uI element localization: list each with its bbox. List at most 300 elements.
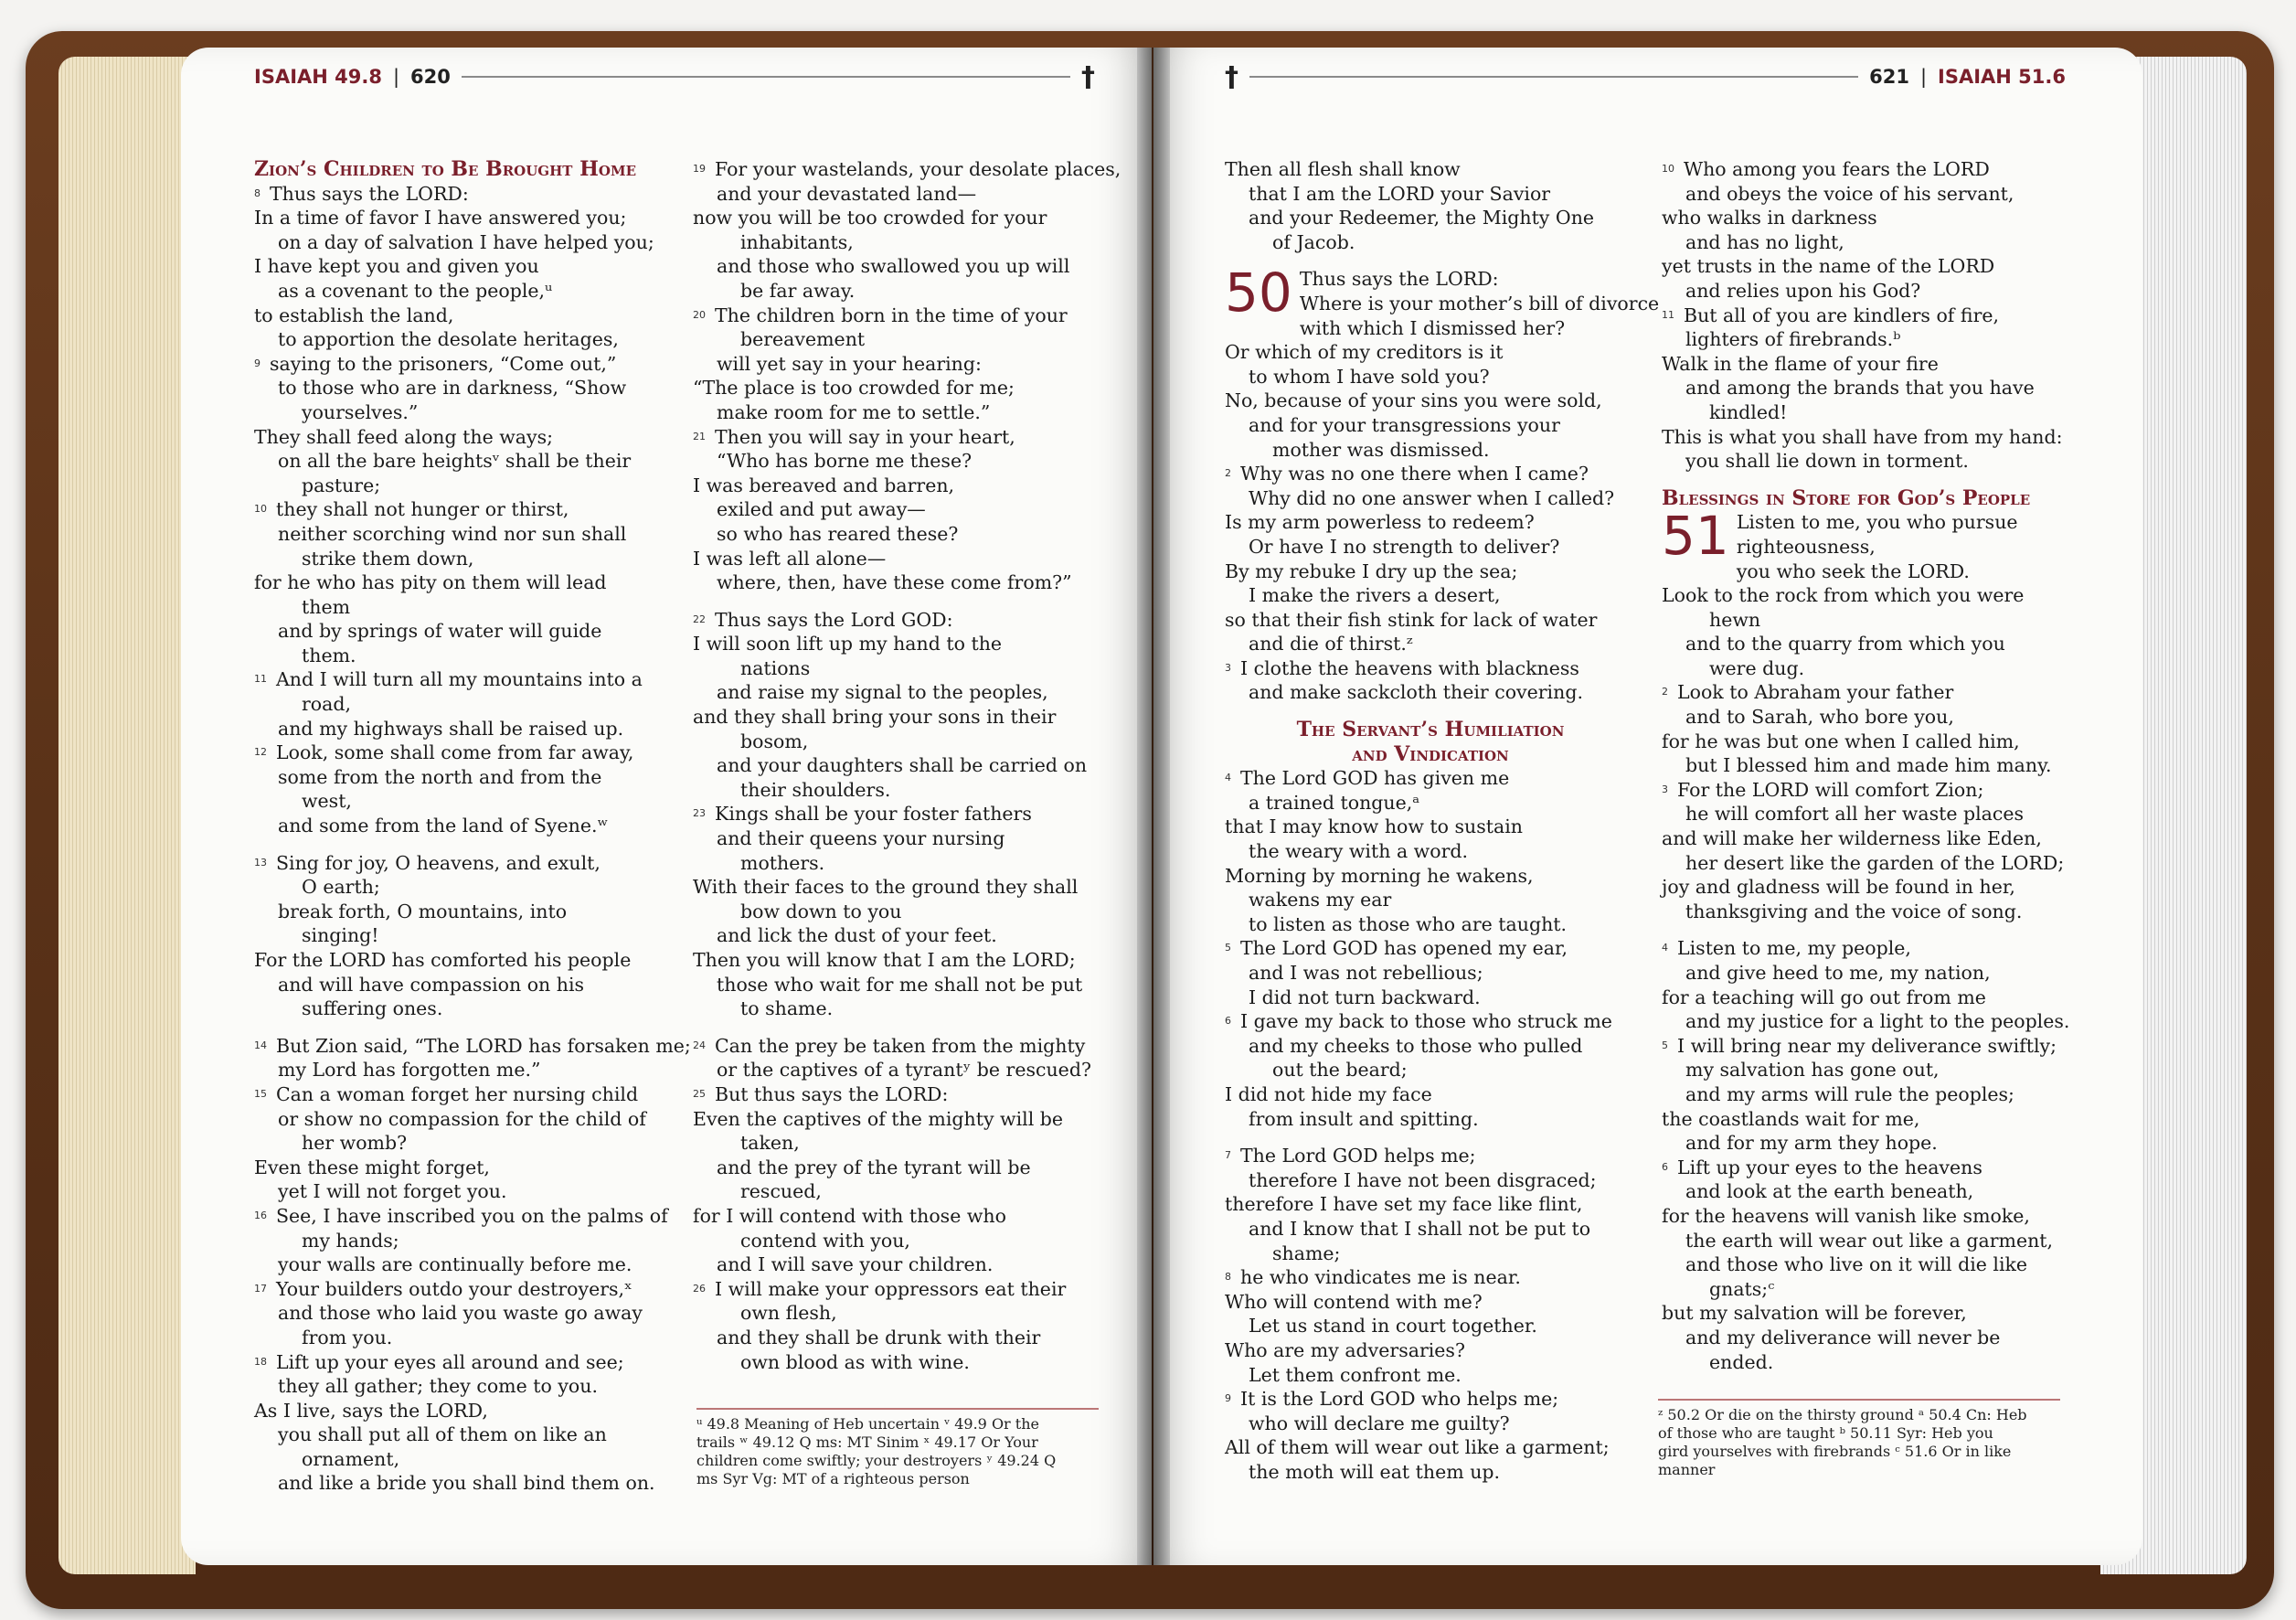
verse-text: singing! <box>302 924 379 947</box>
verse-line <box>1225 1265 1636 1290</box>
verse-text: Where is your mother’s bill of divorce <box>1299 292 1660 314</box>
verse-text: And I will turn all my mountains into a <box>276 668 643 691</box>
verse-text: Is my arm powerless to redeem? <box>1225 511 1535 534</box>
verse-line <box>693 497 1104 522</box>
right-page-number: 621 <box>1869 66 1909 88</box>
book-gutter <box>1137 48 1170 1565</box>
verse-text: the weary with a word. <box>1249 840 1469 863</box>
verse-line <box>693 1277 1104 1302</box>
verse-text: and I was not rebellious; <box>1249 962 1483 984</box>
verse-text: Who are my adversaries? <box>1225 1338 1465 1361</box>
verse-line <box>254 352 684 377</box>
verse-text: Why was no one there when I came? <box>1240 463 1589 485</box>
verse-line <box>1225 815 1636 839</box>
verse-line <box>1225 1435 1636 1460</box>
verse-text: hewn <box>1709 608 1761 631</box>
verse-line <box>1662 1156 2082 1180</box>
verse-text: them <box>302 595 351 618</box>
verse-text: so who has reared these? <box>717 522 959 545</box>
verse-text: and those who live on it will die like <box>1685 1253 2028 1276</box>
verse-text: wakens my ear <box>1249 889 1392 911</box>
verse-text: Kings shall be your foster fathers <box>715 803 1032 826</box>
verse-line <box>254 765 684 790</box>
verse-text: but I blessed him and made him many. <box>1685 754 2052 777</box>
verse-text: you shall put all of them on like an <box>278 1423 607 1446</box>
footnote-line: ms Syr Vg: MT of a righteous person <box>696 1470 970 1487</box>
verse-text: and your Redeemer, the Mighty One <box>1249 207 1595 229</box>
verse-number: 5 <box>1225 942 1231 954</box>
verse-text: to shame. <box>740 997 834 1020</box>
verse-line <box>254 230 684 255</box>
verse-line <box>693 656 1104 681</box>
verse-text: to listen as those who are taught. <box>1249 912 1568 935</box>
section-heading: Zion’s Children to Be Brought Home <box>254 157 637 181</box>
verse-text: The Lord GOD has given me <box>1240 767 1510 790</box>
verse-line <box>254 692 684 717</box>
verse-line <box>1225 1460 1636 1485</box>
verse-text: they shall not hunger or thirst, <box>276 498 569 521</box>
verse-text: Lift up your eyes to the heavens <box>1677 1156 1982 1178</box>
verse-number: 8 <box>1225 1271 1231 1284</box>
verse-text: They shall feed along the ways; <box>254 425 553 448</box>
verse-text: of Jacob. <box>1272 230 1355 253</box>
verse-text: Or have I no strength to deliver? <box>1249 535 1560 558</box>
verse-line <box>1225 206 1636 230</box>
verse-text: nations <box>740 656 811 679</box>
verse-line <box>693 1326 1104 1350</box>
verse-text: righteousness, <box>1736 535 1876 558</box>
verse-text: gnats;ᶜ <box>1709 1277 1775 1300</box>
verse-text: joy and gladness will be found in her, <box>1662 876 2015 899</box>
verse-line <box>1662 778 2082 803</box>
verse-line <box>254 1034 691 1059</box>
verse-text: therefore I have not been disgraced; <box>1249 1168 1597 1191</box>
verse-text: Why did no one answer when I called? <box>1249 486 1615 509</box>
verse-line <box>693 157 1121 182</box>
verse-text: Morning by morning he wakens, <box>1225 864 1534 887</box>
verse-text: bereavement <box>740 328 866 351</box>
left-column-2 <box>693 157 1121 1374</box>
verse-number: 18 <box>254 1355 267 1368</box>
verse-line <box>693 1082 1104 1107</box>
verse-text: and like a bride you shall bind them on. <box>278 1472 655 1495</box>
verse-text: and they shall bring your sons in their <box>693 706 1057 729</box>
verse-line <box>254 1350 684 1375</box>
verse-text: and for my arm they hope. <box>1685 1132 1938 1155</box>
verse-line <box>254 182 684 207</box>
verse-line <box>1225 656 1636 681</box>
verse-line <box>254 875 684 900</box>
verse-line <box>1662 449 2082 474</box>
verse-line <box>1662 304 2082 328</box>
verse-line <box>1225 1009 1636 1034</box>
chapter-number: 51 <box>1662 505 1729 568</box>
verse-text: Then you will say in your heart, <box>715 425 1015 448</box>
verse-line <box>1662 875 2082 900</box>
verse-text: For your wastelands, your desolate places, <box>715 158 1121 180</box>
verse-line <box>254 1301 684 1326</box>
verse-text: This is what you shall have from my hand: <box>1662 425 2063 448</box>
verse-line <box>254 1082 684 1107</box>
verse-text: the coastlands wait for me, <box>1662 1107 1920 1130</box>
verse-line <box>1662 961 2082 986</box>
verse-line <box>1225 1412 1636 1436</box>
verse-text: Then you will know that I am the LORD; <box>693 949 1076 971</box>
verse-line <box>254 254 684 279</box>
verse-text: my salvation has gone out, <box>1685 1059 1940 1082</box>
verse-text: Can the prey be taken from the mighty <box>715 1034 1086 1057</box>
right-column-1 <box>1225 157 1660 1484</box>
verse-text: Who among you fears the LORD <box>1684 158 1990 180</box>
verse-line <box>254 400 684 425</box>
verse-line <box>1225 864 1636 889</box>
verse-line <box>693 425 1104 450</box>
verse-text: and lick the dust of your feet. <box>717 924 997 947</box>
verse-number: 26 <box>693 1282 706 1295</box>
footnote-line: trails ʷ 49.12 Q ms: MT Sinim ˣ 49.17 Or Your <box>696 1433 1038 1451</box>
verse-line <box>1225 535 1636 560</box>
verse-line <box>693 570 1104 595</box>
verse-text: be far away. <box>740 279 856 302</box>
verse-line <box>693 376 1104 400</box>
verse-text: and they shall be drunk with their <box>717 1326 1041 1348</box>
left-running-head: ISAIAH 49.8 <box>254 66 382 88</box>
verse-text: yet trusts in the name of the LORD <box>1662 255 1995 278</box>
verse-text: See, I have inscribed you on the palms of <box>276 1204 668 1227</box>
verse-line <box>1662 1277 2082 1302</box>
verse-text: but my salvation will be forever, <box>1662 1302 1967 1325</box>
verse-text: as a covenant to the people,ᵘ <box>278 279 553 302</box>
verse-line <box>693 1058 1104 1082</box>
verse-text: you shall lie down in torment. <box>1685 450 1969 473</box>
verse-text: and your devastated land— <box>717 182 977 205</box>
verse-text: Your builders outdo your destroyers,ˣ <box>276 1277 632 1300</box>
verse-text: and the prey of the tyrant will be <box>717 1156 1031 1178</box>
verse-text: were dug. <box>1709 656 1805 679</box>
verse-line <box>254 741 684 765</box>
verse-text: and my highways shall be raised up. <box>278 717 624 740</box>
verse-line <box>1225 912 1636 937</box>
verse-text: mother was dismissed. <box>1272 438 1490 461</box>
verse-line <box>693 1034 1104 1059</box>
verse-text: Let us stand in court together. <box>1249 1315 1537 1338</box>
verse-number: 4 <box>1225 772 1231 784</box>
verse-line <box>254 851 684 876</box>
right-column-2 <box>1662 157 2082 1374</box>
verse-line <box>254 1277 684 1302</box>
verse-line <box>1662 376 2082 400</box>
verse-text: where, then, have these come from?” <box>717 571 1072 594</box>
verse-text: their shoulders. <box>740 778 891 801</box>
verse-text: With their faces to the ground they shall <box>693 876 1079 899</box>
verse-text: In a time of favor I have answered you; <box>254 207 627 229</box>
verse-text: to establish the land, <box>254 304 454 326</box>
verse-line <box>1225 510 1636 535</box>
verse-text: Sing for joy, O heavens, and exult, <box>276 851 601 874</box>
verse-line <box>1662 632 2082 656</box>
verse-line <box>1662 826 2082 851</box>
verse-line <box>1662 1082 2082 1107</box>
verse-text: out the beard; <box>1272 1059 1408 1082</box>
verse-line <box>254 1374 684 1399</box>
verse-text: rescued, <box>740 1180 822 1203</box>
verse-text: I will soon lift up my hand to the <box>693 633 1003 655</box>
verse-line <box>254 644 684 668</box>
verse-line <box>1225 986 1636 1010</box>
verse-line <box>693 1179 1104 1204</box>
verse-line <box>693 1350 1104 1375</box>
verse-line <box>1662 1326 2082 1350</box>
verse-text: taken, <box>740 1132 800 1155</box>
verse-line <box>1225 230 1636 255</box>
verse-text: to apportion the desolate heritages, <box>278 328 619 351</box>
verse-line <box>1225 157 1636 182</box>
verse-text: The Lord GOD has opened my ear, <box>1240 937 1568 960</box>
verse-text: and has no light, <box>1685 230 1844 253</box>
verse-text: road, <box>302 693 352 716</box>
verse-number: 23 <box>693 807 706 820</box>
verse-text: I clothe the heavens with blackness <box>1240 656 1579 679</box>
verse-text: and will make her wilderness like Eden, <box>1662 827 2042 850</box>
verse-line <box>693 400 1104 425</box>
verse-text: Thus says the Lord GOD: <box>715 608 953 631</box>
verse-line <box>254 522 684 547</box>
verse-line <box>254 1107 684 1132</box>
verse-text: I will make your oppressors eat their <box>715 1277 1067 1300</box>
verse-line <box>254 1179 684 1204</box>
verse-line <box>1662 206 2082 230</box>
verse-line <box>1225 791 1636 815</box>
verse-line <box>693 230 1104 255</box>
verse-number: 17 <box>254 1282 267 1295</box>
verse-line <box>1225 1034 1636 1059</box>
verse-line <box>693 851 1104 876</box>
verse-line <box>1662 425 2082 450</box>
verse-text: on all the bare heightsᵛ shall be their <box>278 450 632 473</box>
verse-line <box>254 425 684 450</box>
verse-line <box>1225 1338 1636 1363</box>
verse-number: 10 <box>254 503 267 516</box>
verse-line <box>1225 608 1636 633</box>
verse-text: and by springs of water will guide <box>278 620 602 643</box>
verse-line <box>693 900 1104 924</box>
right-footnotes <box>1658 1399 2060 1479</box>
verse-text: But all of you are kindlers of fire, <box>1684 304 2000 326</box>
verse-number: 9 <box>1225 1392 1231 1405</box>
verse-text: Let them confront me. <box>1249 1363 1462 1386</box>
verse-text: for he was but one when I called him, <box>1662 730 2020 752</box>
verse-line <box>693 875 1104 900</box>
verse-text: that I may know how to sustain <box>1225 815 1523 838</box>
verse-line <box>693 304 1104 328</box>
verse-number: 19 <box>693 163 706 175</box>
stanza-gap <box>693 1021 1104 1034</box>
verse-number: 2 <box>1662 686 1668 698</box>
stanza-gap <box>254 838 684 851</box>
verse-number: 8 <box>254 187 260 199</box>
verse-text: But thus says the LORD: <box>715 1082 949 1105</box>
verse-number: 15 <box>254 1087 267 1100</box>
stanza-gap <box>1225 1131 1636 1144</box>
verse-text: I was bereaved and barren, <box>693 474 955 496</box>
verse-line <box>1225 766 1636 791</box>
verse-line <box>1225 1363 1636 1388</box>
verse-number: 5 <box>1662 1039 1668 1051</box>
verse-line <box>1225 1290 1636 1315</box>
verse-text: will yet say in your hearing: <box>717 352 982 375</box>
verse-line <box>254 206 684 230</box>
verse-number: 12 <box>254 746 267 759</box>
verse-text: so that their fish stink for lack of water <box>1225 608 1598 631</box>
verse-line <box>1225 486 1636 511</box>
stanza-gap <box>1662 923 2082 936</box>
verse-text: own blood as with wine. <box>740 1350 970 1373</box>
verse-text: suffering ones. <box>302 997 443 1020</box>
verse-line <box>693 1131 1104 1156</box>
cross-icon: † <box>1081 60 1095 93</box>
verse-line <box>1662 1034 2082 1059</box>
verse-line <box>1662 1009 2082 1034</box>
verse-text: I did not turn backward. <box>1249 986 1481 1008</box>
verse-line <box>254 1131 684 1156</box>
verse-text: to those who are in darkness, “Show <box>278 377 627 400</box>
verse-line <box>1225 340 1636 365</box>
verse-number: 13 <box>254 856 267 869</box>
verse-line <box>693 997 1104 1021</box>
verse-number: 25 <box>693 1087 706 1100</box>
verse-text: pasture; <box>302 474 381 496</box>
verse-text: and look at the earth beneath, <box>1685 1180 1974 1203</box>
verse-line <box>693 923 1104 948</box>
verse-line <box>1225 1058 1636 1082</box>
verse-text: the earth will wear out like a garment, <box>1685 1229 2054 1252</box>
verse-line <box>693 1252 1104 1277</box>
verse-line <box>1225 1192 1636 1217</box>
footnote-line: children come swiftly; your destroyers ʸ 49.24 Q <box>696 1452 1057 1469</box>
verse-text: a trained tongue,ᵃ <box>1249 791 1420 814</box>
verse-line <box>1662 279 2082 304</box>
verse-line <box>693 206 1104 230</box>
verse-line <box>254 547 684 571</box>
verse-line <box>1225 632 1636 656</box>
verse-number: 2 <box>1225 467 1231 480</box>
verse-line <box>1662 230 2082 255</box>
verse-text: that I am the LORD your Savior <box>1249 182 1551 205</box>
verse-line <box>1225 583 1636 608</box>
verse-line <box>693 948 1104 973</box>
footnote-line: of those who are taught ᵇ 50.11 Syr: Heb you <box>1658 1424 1993 1442</box>
verse-text: and among the brands that you have <box>1685 377 2035 400</box>
verse-line <box>254 717 684 741</box>
verse-text: you who seek the LORD. <box>1736 560 1970 582</box>
verse-line <box>1225 438 1636 463</box>
verse-line <box>693 802 1104 826</box>
verse-line <box>254 923 684 948</box>
verse-line <box>1225 888 1636 912</box>
verse-line <box>254 449 684 474</box>
verse-line <box>693 1107 1104 1132</box>
verse-line <box>1662 1229 2082 1253</box>
verse-line <box>693 522 1104 547</box>
verse-line <box>693 182 1104 207</box>
stanza-gap <box>693 595 1104 608</box>
verse-line <box>693 730 1104 754</box>
verse-text: break forth, O mountains, into <box>278 900 568 922</box>
verse-line <box>1662 1350 2082 1375</box>
verse-line <box>254 376 684 400</box>
verse-line <box>693 705 1104 730</box>
verse-text: Then all flesh shall know <box>1225 158 1461 180</box>
verse-text: your walls are continually before me. <box>278 1253 632 1276</box>
verse-text: “Who has borne me these? <box>717 450 973 473</box>
verse-text: who will declare me guilty? <box>1249 1412 1510 1434</box>
verse-text: I have kept you and given you <box>254 255 539 278</box>
verse-text: her desert like the garden of the LORD; <box>1685 851 2065 874</box>
verse-text: for he who has pity on them will lead <box>254 571 607 594</box>
verse-text: Thus says the LORD: <box>270 182 469 205</box>
verse-text: and die of thirst.ᶻ <box>1249 633 1413 655</box>
verse-text: with which I dismissed her? <box>1299 316 1566 339</box>
verse-line <box>1662 400 2082 425</box>
verse-line <box>1225 936 1636 961</box>
verse-line <box>254 1423 684 1447</box>
verse-text: and to the quarry from which you <box>1685 633 2005 655</box>
verse-line <box>1225 182 1636 207</box>
footnote-line: gird yourselves with firebrands ᶜ 51.6 Or in like <box>1658 1443 2012 1460</box>
verse-line <box>254 279 684 304</box>
verse-line <box>254 1471 684 1496</box>
verse-line <box>693 352 1104 377</box>
stanza-gap <box>1662 474 2082 486</box>
verse-text: Walk in the flame of your fire <box>1662 352 1939 375</box>
verse-line <box>254 327 684 352</box>
verse-line <box>693 1301 1104 1326</box>
verse-text: and some from the land of Syene.ʷ <box>278 815 609 837</box>
verse-text: The children born in the time of your <box>715 304 1068 326</box>
verse-line <box>1225 1107 1636 1132</box>
verse-line <box>693 973 1104 997</box>
verse-text: Look, some shall come from far away, <box>276 741 634 764</box>
verse-text: the moth will eat them up. <box>1249 1460 1501 1483</box>
verse-number: 22 <box>693 613 706 625</box>
verse-text: inhabitants, <box>740 230 854 253</box>
verse-line <box>1662 182 2082 207</box>
verse-text: All of them will wear out like a garment; <box>1225 1436 1610 1459</box>
verse-line <box>1662 680 2082 705</box>
verse-text: for the heavens will vanish like smoke, <box>1662 1204 2030 1227</box>
verse-line <box>1662 352 2082 377</box>
verse-text: kindled! <box>1709 400 1788 423</box>
verse-text: and those who swallowed you up will <box>717 255 1070 278</box>
verse-line <box>1662 1179 2082 1204</box>
verse-line <box>1225 680 1636 705</box>
verse-text: make room for me to settle.” <box>717 400 991 423</box>
verse-line <box>254 1156 684 1180</box>
verse-text: he will comfort all her waste places <box>1685 803 2025 826</box>
verse-line <box>254 997 684 1021</box>
verse-number: 3 <box>1225 661 1231 674</box>
verse-text: and I know that I shall not be put to <box>1249 1217 1591 1240</box>
verse-number: 3 <box>1662 783 1668 795</box>
verse-line <box>254 1399 684 1423</box>
verse-text: her womb? <box>302 1132 408 1155</box>
verse-text: Or which of my creditors is it <box>1225 341 1504 364</box>
verse-text: Can a woman forget her nursing child <box>276 1082 639 1105</box>
verse-text: he who vindicates me is near. <box>1240 1266 1521 1289</box>
verse-line <box>1225 365 1636 389</box>
verse-line <box>693 449 1104 474</box>
verse-text: they all gather; they come to you. <box>278 1375 598 1398</box>
